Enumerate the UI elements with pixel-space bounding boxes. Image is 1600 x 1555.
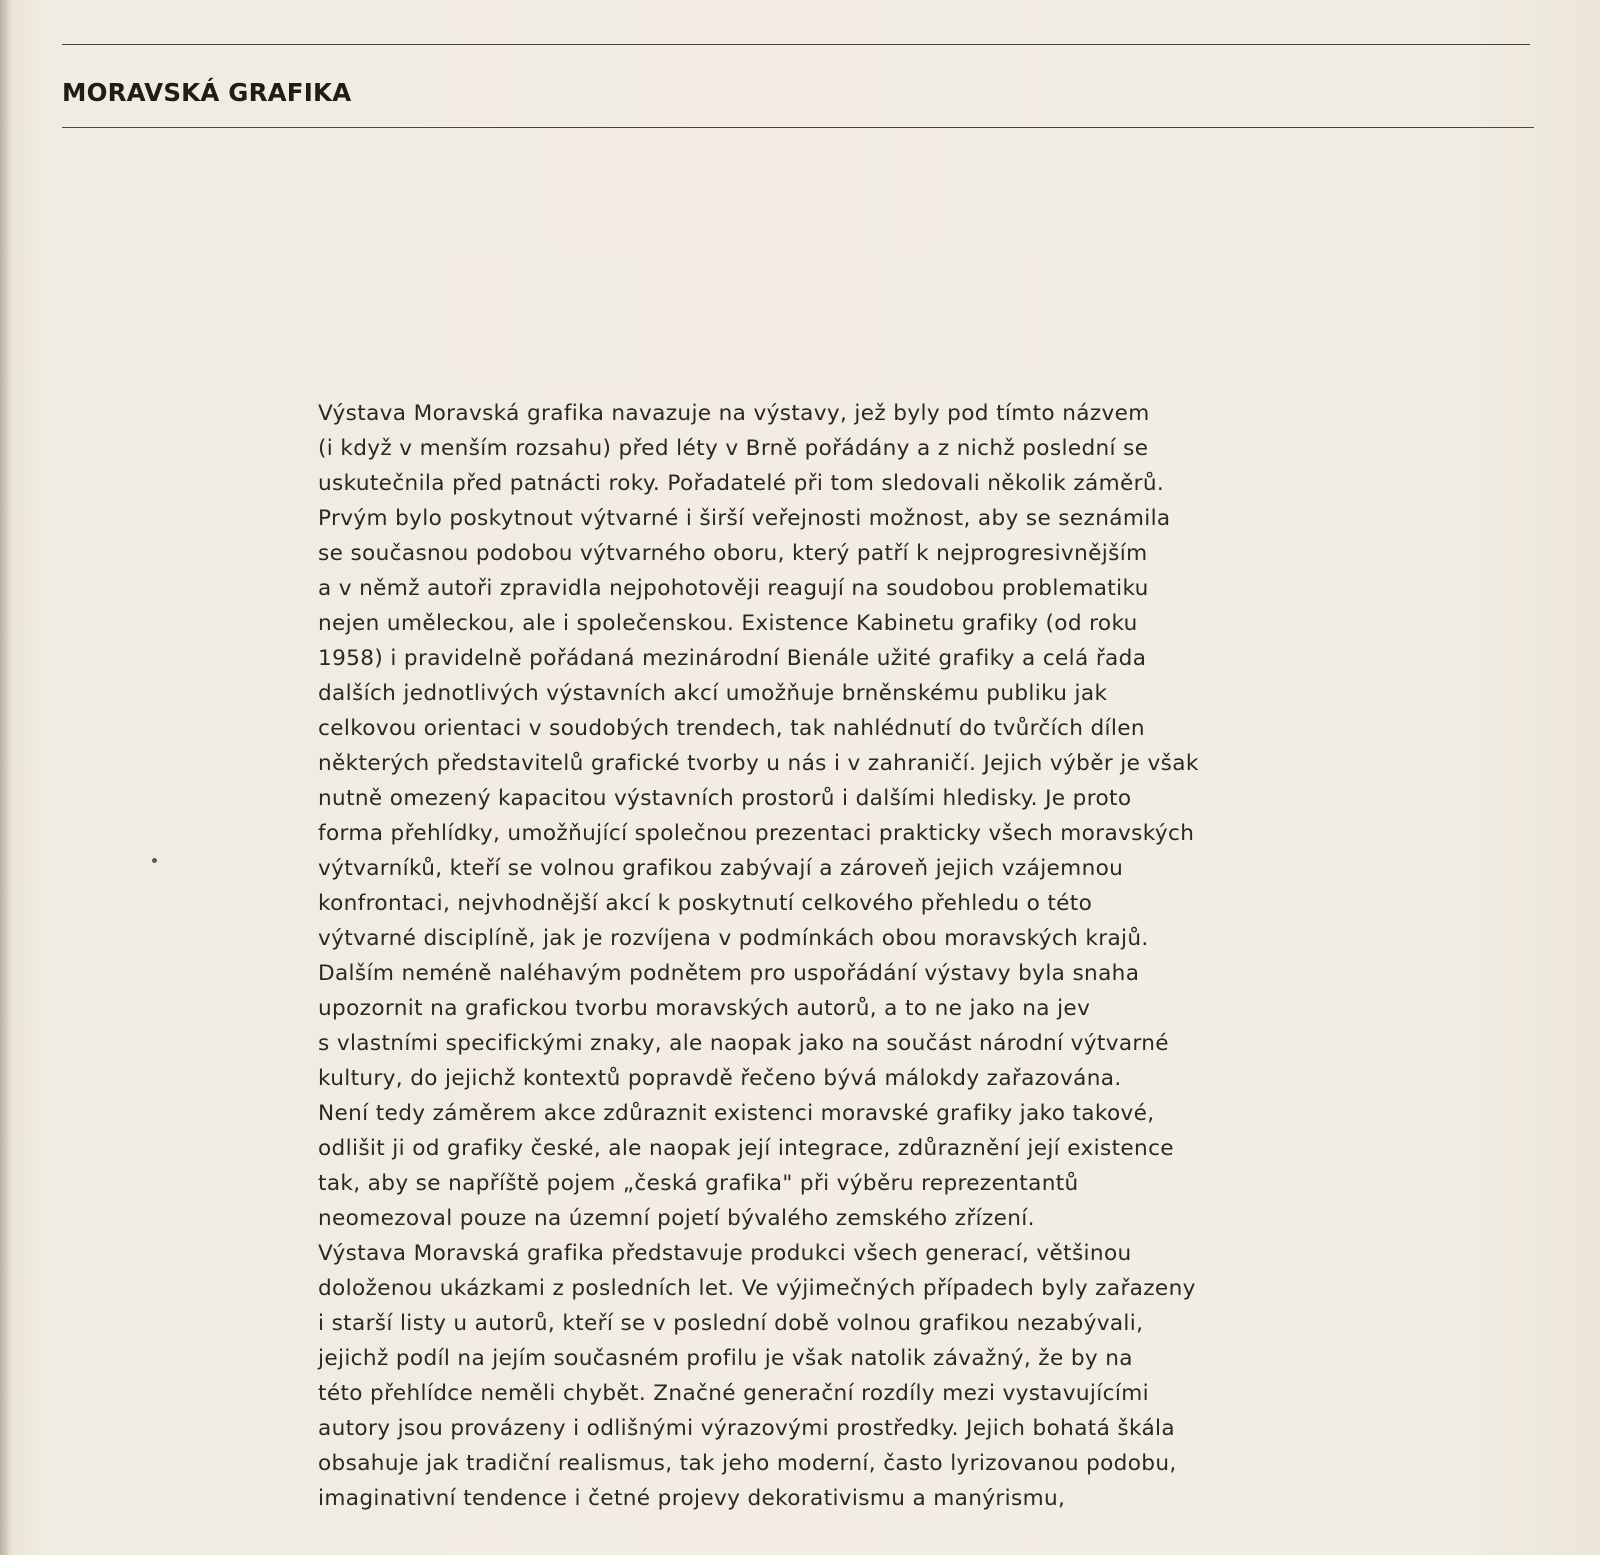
text-line: Výstava Moravská grafika navazuje na výstavy, jež byly pod tímto názvem bbox=[318, 401, 1150, 426]
text-line: autory jsou provázeny i odlišnými výrazovými prostředky. Jejich bohatá škála bbox=[318, 1416, 1175, 1441]
text-line: neomezoval pouze na územní pojetí bývalého zemského zřízení. bbox=[318, 1206, 1035, 1231]
text-line: celkovou orientaci v soudobých trendech, tak nahlédnutí do tvůrčích dílen bbox=[318, 716, 1145, 741]
text-line: kultury, do jejichž kontextů popravdě řečeno bývá málokdy zařazována. bbox=[318, 1066, 1122, 1091]
page-spine-shadow bbox=[0, 0, 10, 1555]
text-line: uskutečnila před patnácti roky. Pořadatelé při tom sledovali několik záměrů. bbox=[318, 471, 1165, 496]
text-line: Prvým bylo poskytnout výtvarné i širší veřejnosti možnost, aby se seznámila bbox=[318, 506, 1171, 531]
text-line: Dalším neméně naléhavým podnětem pro uspořádání výstavy byla snaha bbox=[318, 961, 1140, 986]
text-line: s vlastními specifickými znaky, ale naopak jako na součást národní výtvarné bbox=[318, 1031, 1169, 1056]
text-line: i starší listy u autorů, kteří se v poslední době volnou grafikou nezabývali, bbox=[318, 1311, 1144, 1336]
text-line: Není tedy záměrem akce zdůraznit existenci moravské grafiky jako takové, bbox=[318, 1101, 1155, 1126]
text-line: se současnou podobou výtvarného oboru, který patří k nejprogresivnějším bbox=[318, 541, 1148, 566]
text-line: doloženou ukázkami z posledních let. Ve výjimečných případech byly zařazeny bbox=[318, 1276, 1196, 1301]
section-title: MORAVSKÁ GRAFIKA bbox=[62, 78, 352, 107]
text-line: konfrontaci, nejvhodnější akcí k poskytnutí celkového přehledu o této bbox=[318, 891, 1093, 916]
text-line: dalších jednotlivých výstavních akcí umožňuje brněnskému publiku jak bbox=[318, 681, 1108, 706]
text-line: tak, aby se napříště pojem „česká grafika" při výběru reprezentantů bbox=[318, 1171, 1079, 1196]
text-line: upozornit na grafickou tvorbu moravských autorů, a to ne jako na jev bbox=[318, 996, 1091, 1021]
header-bottom-rule bbox=[62, 127, 1534, 128]
text-line: a v němž autoři zpravidla nejpohotověji reagují na soudobou problematiku bbox=[318, 576, 1149, 601]
text-line: této přehlídce neměli chybět. Značné generační rozdíly mezi vystavujícími bbox=[318, 1381, 1149, 1406]
text-line: 1958) i pravidelně pořádaná mezinárodní Bienále užité grafiky a celá řada bbox=[318, 646, 1147, 671]
text-line: obsahuje jak tradiční realismus, tak jeho moderní, často lyrizovanou podobu, bbox=[318, 1451, 1177, 1476]
text-line: imaginativní tendence i četné projevy dekorativismu a manýrismu, bbox=[318, 1486, 1066, 1511]
text-line: odlišit ji od grafiky české, ale naopak její integrace, zdůraznění její existence bbox=[318, 1136, 1174, 1161]
text-line: (i když v menším rozsahu) před léty v Brně pořádány a z nichž poslední se bbox=[318, 436, 1149, 461]
text-line: forma přehlídky, umožňující společnou prezentaci prakticky všech moravských bbox=[318, 821, 1195, 846]
text-line: výtvarné disciplíně, jak je rozvíjena v podmínkách obou moravských krajů. bbox=[318, 926, 1149, 951]
text-line: Výstava Moravská grafika představuje produkci všech generací, většinou bbox=[318, 1241, 1132, 1266]
body-text bbox=[318, 396, 1338, 1516]
text-line: jejichž podíl na jejím současném profilu je však natolik závažný, že by na bbox=[318, 1346, 1133, 1371]
paper-speck bbox=[152, 858, 157, 863]
text-line: nejen uměleckou, ale i společenskou. Existence Kabinetu grafiky (od roku bbox=[318, 611, 1138, 636]
text-line: výtvarníků, kteří se volnou grafikou zabývají a zároveň jejich vzájemnou bbox=[318, 856, 1124, 881]
text-line: některých představitelů grafické tvorby u nás i v zahraničí. Jejich výběr je však bbox=[318, 751, 1199, 776]
header-top-rule bbox=[62, 44, 1530, 45]
text-line: nutně omezený kapacitou výstavních prostorů i dalšími hledisky. Je proto bbox=[318, 786, 1132, 811]
